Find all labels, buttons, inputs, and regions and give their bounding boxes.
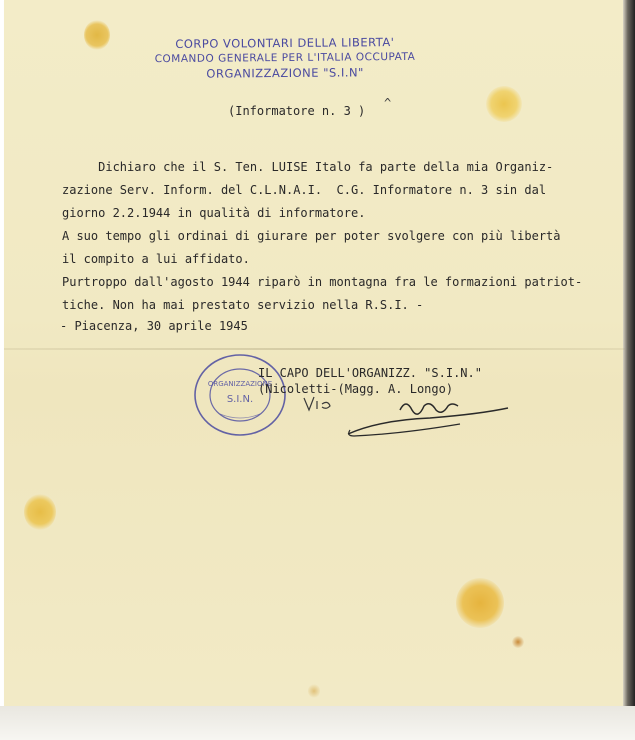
round-stamp-inner-top: ORGANIZZAZIONE: [207, 380, 273, 388]
header-stamp-line1: CORPO VOLONTARI DELLA LIBERTA': [175, 35, 395, 51]
paper-fold-line: [4, 348, 625, 350]
header-stamp-line2: COMANDO GENERALE PER L'ITALIA OCCUPATA: [154, 50, 416, 66]
header-stamp-line3: ORGANIZZAZIONE "S.I.N": [206, 65, 364, 81]
date-line: - Piacenza, 30 aprile 1945: [60, 319, 248, 333]
signature-scribble-icon: [340, 390, 510, 440]
body-line: A suo tempo gli ordinai di giurare per poter svolgere con più libertà: [62, 229, 561, 243]
body-line: Dichiaro che il S. Ten. LUISE Italo fa parte della mia Organiz-: [62, 160, 554, 174]
stain-dot-right: [512, 636, 524, 648]
stain-top-right: [486, 86, 522, 122]
signature-title: IL CAPO DELL'ORGANIZZ. "S.I.N.": [258, 366, 482, 380]
scan-edge-right: [623, 0, 635, 740]
body-line: il compito a lui affidato.: [62, 252, 250, 266]
scan-edge-bottom: [0, 706, 635, 740]
informer-label: (Informatore n. 3 ): [228, 104, 366, 118]
stain-top-left: [84, 20, 110, 50]
body-line: zazione Serv. Inform. del C.L.N.A.I. C.G. Informatore n. 3 sin dal: [62, 183, 547, 197]
stain-bottom-center: [308, 684, 320, 698]
body-line: tiche. Non ha mai prestato servizio nella R.S.I. -: [62, 298, 424, 312]
body-line: giorno 2.2.1944 in qualità di informatore.: [62, 206, 366, 220]
signature-name: (Nicoletti-(Magg. A. Longo): [258, 382, 454, 396]
body-line: Purtroppo dall'agosto 1944 riparò in montagna fra le formazioni patriot-: [62, 275, 583, 289]
round-stamp-inner-center: S.I.N.: [226, 394, 254, 405]
header-stamp: [150, 35, 420, 82]
caret-mark-icon: ^: [384, 96, 392, 110]
stain-mid-left: [24, 494, 56, 530]
initials-scribble-icon: [300, 392, 340, 416]
body-text: [62, 156, 582, 317]
stain-bottom-right: [456, 578, 504, 628]
